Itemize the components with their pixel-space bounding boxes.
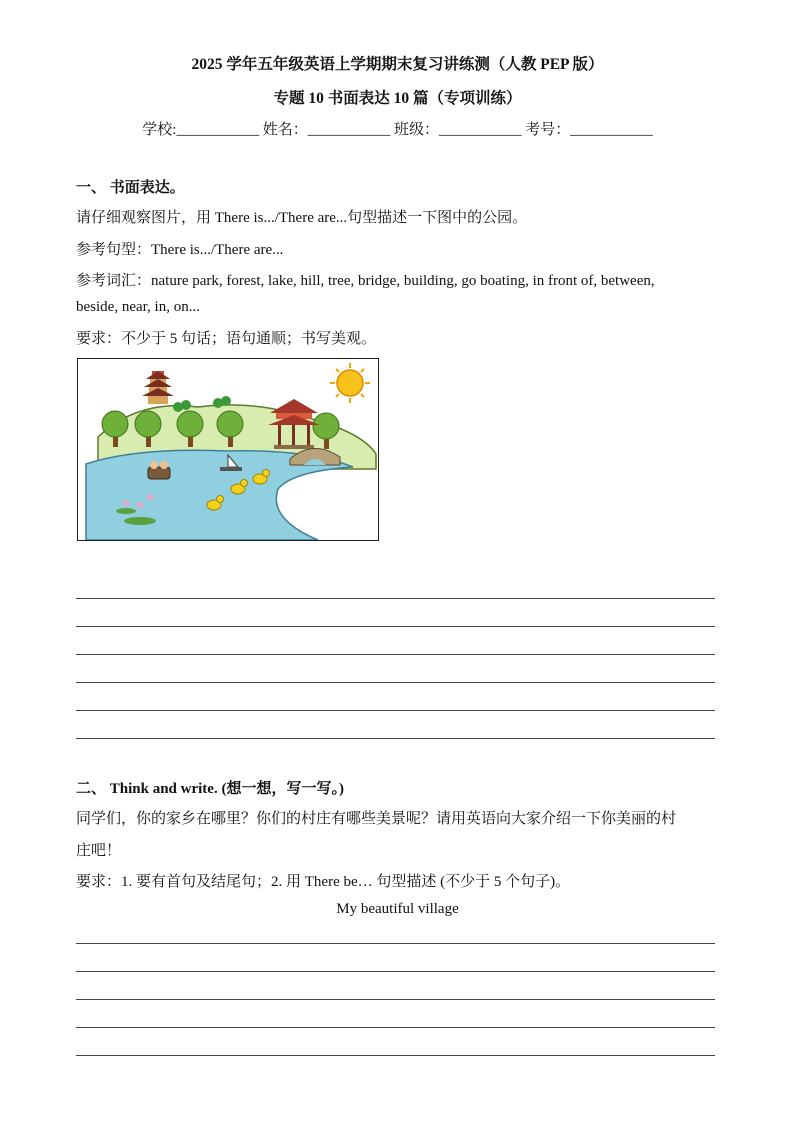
document-title: 2025 学年五年级英语上学期期末复习讲练测（人教 PEP 版） xyxy=(191,56,604,73)
section2-prompt-line1: 同学们，你的家乡在哪里？你们的村庄有哪些美景呢？请用英语向大家介绍一下你美丽的村 xyxy=(76,811,677,827)
writing-line xyxy=(76,626,715,627)
document-subtitle: 专题 10 书面表达 10 篇（专项训练） xyxy=(273,90,522,107)
writing-line xyxy=(76,654,715,655)
writing-line xyxy=(76,999,715,1000)
writing-line xyxy=(76,971,715,972)
section1-instruction: 请仔细观察图片，用 There is.../There are...句型描述一下图中的公园。 xyxy=(76,210,528,226)
writing-line xyxy=(76,598,715,599)
section1-vocab-line2: beside, near, in, on... xyxy=(76,299,200,315)
section1-heading: 一、 书面表达。 xyxy=(76,180,185,196)
writing-line xyxy=(76,710,715,711)
section2-heading: 二、 Think and write. (想一想，写一写。) xyxy=(76,781,344,797)
writing-line xyxy=(76,943,715,944)
park-illustration xyxy=(77,358,379,541)
section2-requirement: 要求：1. 要有首句及结尾句；2. 用 There be… 句型描述 (不少于 5 个句子)。 xyxy=(76,874,571,890)
writing-line xyxy=(76,1055,715,1056)
writing-line xyxy=(76,1027,715,1028)
section1-requirement: 要求：不少于 5 句话；语句通顺；书写美观。 xyxy=(76,331,377,347)
essay-title: My beautiful village xyxy=(336,901,459,917)
student-info-line: 学校:___________ 姓名：___________ 班级：___________ 考号：___________ xyxy=(142,122,653,138)
section1-vocab-line1: 参考词汇：nature park, forest, lake, hill, tree, bridge, building, go boating, in front of, between, xyxy=(76,273,655,289)
section1-pattern: 参考句型：There is.../There are... xyxy=(76,242,284,258)
writing-line xyxy=(76,682,715,683)
section2-prompt-line2: 庄吧！ xyxy=(76,843,122,859)
writing-line xyxy=(76,738,715,739)
